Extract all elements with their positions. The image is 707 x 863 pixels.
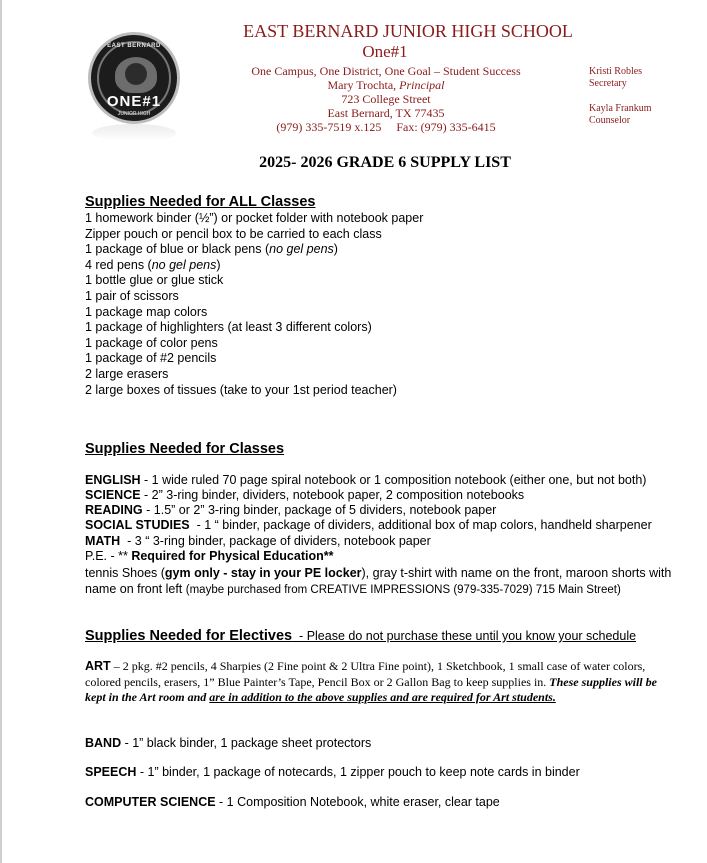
social-studies-text: - 1 “ binder, package of dividers, additional box of map colors, handheld sharpener	[189, 518, 652, 532]
one1-slogan: One#1	[362, 42, 408, 61]
pe-note: (maybe purchased from CREATIVE IMPRESSIONS (979-335-7029) 715 Main Street)	[185, 584, 621, 596]
band-line	[85, 736, 371, 750]
secretary-title: Secretary	[589, 78, 627, 89]
english-text: - 1 wide ruled 70 page spiral notebook or 1 composition notebook (either one, but not both)	[140, 473, 647, 487]
no-gel-note: no gel pens	[151, 257, 217, 272]
list-item: 1 package of color pens	[85, 335, 218, 350]
math-text: - 3 “ 3-ring binder, package of dividers, notebook paper	[120, 534, 431, 548]
band-text: - 1” black binder, 1 package sheet protectors	[121, 736, 372, 750]
phone-fax: (979) 335-7519 x.125 Fax: (979) 335-6415	[276, 120, 496, 134]
school-address-block	[200, 64, 572, 134]
motto: One Campus, One District, One Goal – Student Success	[251, 64, 521, 78]
pe-details	[85, 565, 685, 598]
social-studies-label: SOCIAL STUDIES	[85, 518, 190, 532]
list-item: Zipper pouch or pencil box to be carried to each class	[85, 226, 382, 241]
school-name: EAST BERNARD JUNIOR HIGH SCHOOL	[243, 21, 573, 41]
art-paragraph	[85, 659, 660, 706]
electives-note: - Please do not purchase these until you know your schedule	[292, 629, 637, 643]
pe-label: P.E. - **	[85, 549, 132, 563]
list-item: 1 package of #2 pencils	[85, 351, 217, 366]
logo-reflection	[92, 124, 176, 142]
pe-line2: name on front left	[85, 582, 186, 596]
list-item: 2 large erasers	[85, 366, 169, 381]
science-line	[85, 488, 524, 502]
counselor-title: Counselor	[589, 115, 631, 126]
pe-shoes: tennis Shoes (	[85, 566, 165, 580]
science-label: SCIENCE	[85, 488, 141, 502]
counselor-name: Kayla Frankum	[589, 103, 652, 114]
science-text: - 2” 3-ring binder, dividers, notebook paper, 2 composition notebooks	[140, 488, 525, 502]
art-italic-underlined-note: are in addition to the above supplies and are required for Art students.	[209, 690, 556, 704]
no-gel-note: no gel pens	[269, 242, 334, 257]
street-address: 723 College Street	[341, 92, 431, 106]
art-italic-note: These supplies will be kept in the Art room and	[85, 674, 657, 704]
all-classes-list	[85, 211, 423, 398]
all-classes-heading: Supplies Needed for ALL Classes	[85, 194, 316, 210]
electives-heading: Supplies Needed for Electives	[85, 628, 293, 644]
close-paren: )	[216, 257, 221, 272]
list-item: 1 package map colors	[85, 304, 208, 319]
pe-line	[85, 549, 333, 563]
pe-rest: ), gray t-shirt with name on the front, maroon shorts with	[361, 566, 672, 580]
art-label: ART	[85, 659, 111, 673]
pe-gym-only: gym only - stay in your PE locker	[164, 566, 362, 580]
list-item: 1 bottle glue or glue stick	[85, 273, 224, 288]
city-address: East Bernard, TX 77435	[327, 106, 445, 120]
principal-name: Mary Trochta,	[327, 78, 400, 92]
list-item: 2 large boxes of tissues (take to your 1st period teacher)	[85, 382, 397, 397]
logo-text-top: EAST BERNARD	[107, 43, 161, 49]
secretary-block	[589, 66, 642, 90]
computer-science-label: COMPUTER SCIENCE	[85, 795, 216, 809]
speech-text: - 1” binder, 1 package of notecards, 1 zipper pouch to keep note cards in binder	[136, 765, 580, 779]
logo-text-main: ONE#1	[106, 93, 162, 110]
page-title: 2025- 2026 GRADE 6 SUPPLY LIST	[259, 154, 511, 171]
speech-line	[85, 765, 580, 779]
speech-label: SPEECH	[85, 765, 137, 779]
electives-heading-line	[85, 628, 636, 644]
list-item: 1 homework binder (½”) or pocket folder with notebook paper	[85, 211, 424, 225]
principal-line	[200, 78, 572, 92]
art-text: – 2 pkg. #2 pencils, 4 Sharpies (2 Fine point & 2 Ultra Fine point), 1 Sketchbook, 1 small case of water colors, colored pencils, erasers, 1” Blue Painter’s Tape, Pencil Box or 2 Gallon Bag to keep supplies in.	[85, 659, 646, 689]
secretary-name: Kristi Robles	[589, 66, 643, 77]
principal-title: Principal	[399, 78, 445, 92]
math-label: MATH	[85, 534, 121, 548]
computer-science-line	[85, 795, 500, 809]
band-label: BAND	[85, 736, 122, 750]
math-line	[85, 534, 431, 548]
computer-science-text: - 1 Composition Notebook, white eraser, clear tape	[215, 795, 500, 809]
list-item-text: 4 red pens (	[85, 257, 152, 272]
page-left-edge	[0, 0, 2, 863]
list-item	[85, 258, 423, 274]
list-item-text: 1 package of blue or black pens (	[85, 242, 270, 257]
list-item: 1 package of highlighters (at least 3 different colors)	[85, 320, 372, 335]
classes-heading: Supplies Needed for Classes	[85, 441, 285, 457]
english-label: ENGLISH	[85, 473, 141, 487]
close-paren: )	[333, 242, 338, 257]
english-line	[85, 473, 646, 487]
list-item: 1 pair of scissors	[85, 288, 179, 303]
social-studies-line	[85, 518, 652, 532]
reading-label: READING	[85, 503, 143, 517]
mascot-head-icon	[125, 63, 147, 85]
school-logo	[88, 32, 180, 124]
list-item	[85, 242, 423, 258]
reading-line	[85, 503, 496, 517]
logo-text-bottom: JUNIOR HIGH	[117, 111, 151, 117]
counselor-block	[589, 103, 652, 127]
pe-required: Required for Physical Education**	[131, 549, 334, 563]
reading-text: - 1.5” or 2” 3-ring binder, package of 5 dividers, notebook paper	[142, 503, 497, 517]
